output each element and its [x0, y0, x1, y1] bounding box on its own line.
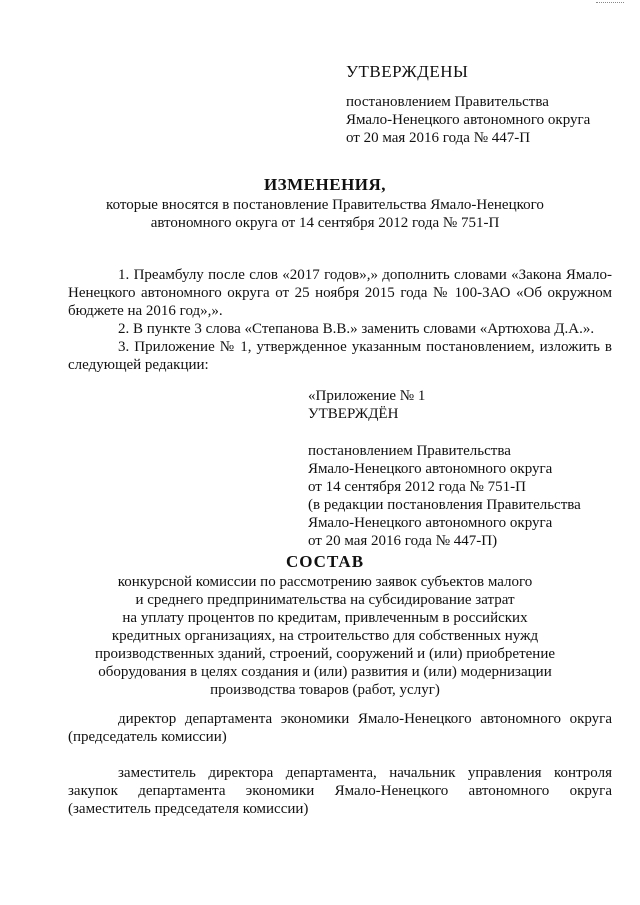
approval-line: постановлением Правительства	[346, 94, 549, 110]
composition-line: кредитных организациях, на строительство для собственных нужд	[111, 628, 539, 644]
member-description: заместитель директора департамента, начальник управления контроля закупок департамента экономики Ямало-Ненецкого автономного округа (заместитель председателя комиссии)	[68, 765, 612, 817]
heading-line: автономного округа от 14 сентября 2012 года № 751-П	[150, 215, 500, 231]
appendix-approval-block	[308, 387, 608, 550]
appendix-title: УТВЕРЖДЁН	[308, 406, 399, 422]
appendix-line: постановлением Правительства	[308, 443, 511, 459]
composition-line: и среднего предпринимательства на субсидирование затрат	[135, 592, 515, 608]
scan-edge-mark	[596, 2, 624, 3]
appendix-line: от 14 сентября 2012 года № 751-П	[308, 479, 526, 495]
composition-line: конкурсной комиссии по рассмотрению заявок субъектов малого	[117, 574, 533, 590]
approval-lines	[346, 93, 616, 147]
composition-lines	[80, 573, 570, 699]
composition-line: оборудования в целях создания и (или) развития и (или) модернизации	[98, 664, 552, 680]
approval-line: Ямало-Ненецкого автономного округа	[346, 112, 591, 128]
composition-title: СОСТАВ	[285, 552, 365, 571]
document-title: ИЗМЕНЕНИЯ,	[263, 175, 387, 194]
document-heading	[80, 176, 570, 232]
approval-line: от 20 мая 2016 года № 447-П	[346, 130, 531, 146]
member-description: директор департамента экономики Ямало-Ненецкого автономного округа (председатель комиссии)	[68, 711, 612, 745]
commission-member-2	[68, 764, 612, 818]
composition-line: на уплату процентов по кредитам, привлеченным в российских	[122, 610, 528, 626]
changes-body	[68, 266, 612, 374]
composition-line: производства товаров (работ, услуг)	[210, 682, 440, 698]
change-item-3: 3. Приложение № 1, утвержденное указанным постановлением, изложить в следующей редакции:	[68, 339, 612, 373]
appendix-line: (в редакции постановления Правительства	[308, 497, 581, 513]
commission-member-1	[68, 710, 612, 746]
approval-block	[346, 63, 616, 147]
appendix-line: Ямало-Ненецкого автономного округа	[308, 461, 553, 477]
approval-title: УТВЕРЖДЕНЫ	[346, 62, 469, 81]
appendix-caption: «Приложение № 1	[308, 388, 426, 404]
appendix-line: от 20 мая 2016 года № 447-П)	[308, 533, 498, 549]
composition-heading	[80, 553, 570, 699]
appendix-lines	[308, 442, 608, 550]
change-item-2: 2. В пункте 3 слова «Степанова В.В.» заменить словами «Артюхова Д.А.».	[118, 321, 595, 337]
appendix-line: Ямало-Ненецкого автономного округа	[308, 515, 553, 531]
heading-line: которые вносятся в постановление Правительства Ямало-Ненецкого	[106, 197, 544, 213]
composition-line: производственных зданий, строений, сооружений и (или) приобретение	[95, 646, 555, 662]
change-item-1: 1. Преамбулу после слов «2017 годов»,» дополнить словами «Закона Ямало-Ненецкого автономного округа от 25 ноября 2015 года № 100-ЗАО «Об окружном бюджете на 2016 год»,».	[68, 267, 612, 319]
